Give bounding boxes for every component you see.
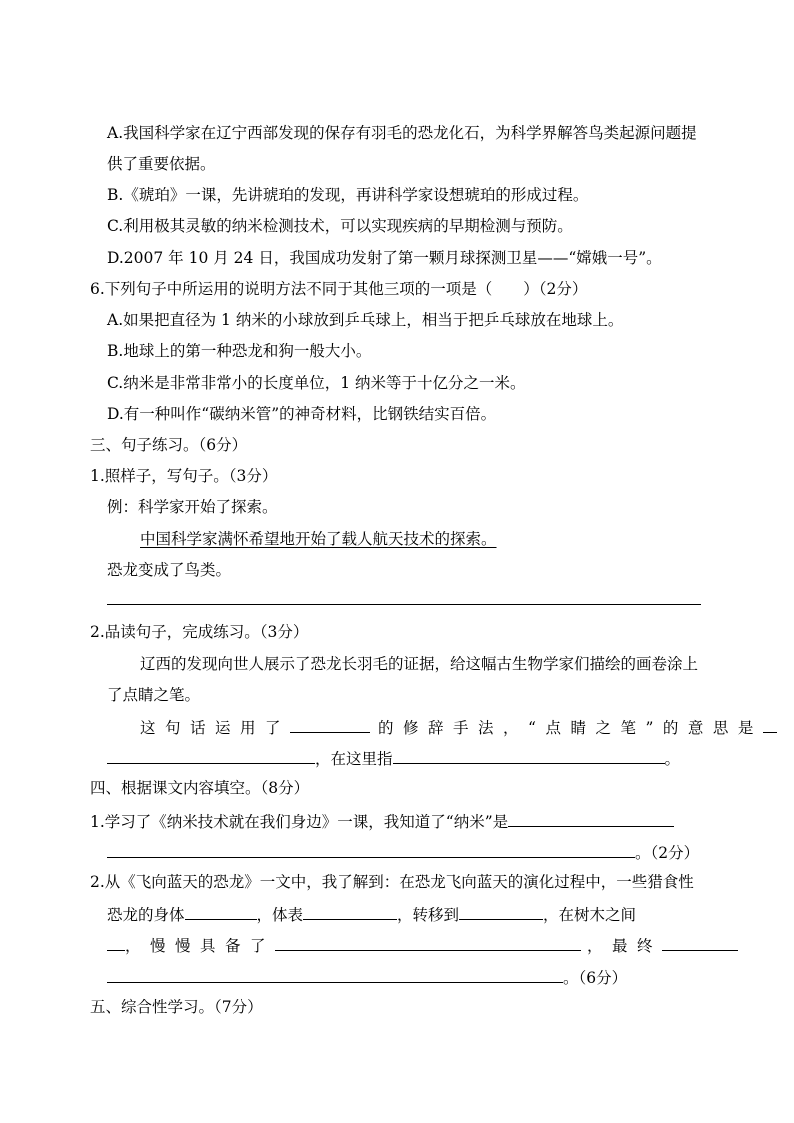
section4-q1-row1 <box>90 810 674 832</box>
fill-row1 <box>140 716 777 738</box>
rhetoric-blank[interactable] <box>290 716 370 733</box>
refers-blank[interactable] <box>393 747 665 764</box>
passage-line1: 辽西的发现向世人展示了恐龙长羽毛的证据，给这幅古生物学家们描绘的画卷涂上 <box>140 655 699 673</box>
fill-text-2: 的修辞手法，“点睛之笔”的意思是 <box>378 719 763 737</box>
fill-text-1: 这句话运用了 <box>140 719 291 737</box>
section4-q1-text: 1.学习了《纳米技术就在我们身边》一课，我知道了“纳米”是 <box>90 813 509 831</box>
q2-text-finally: ，最终 <box>587 937 663 955</box>
trees-blank[interactable] <box>107 934 125 951</box>
answer-line[interactable] <box>107 604 701 605</box>
example-label: 例：科学家开始了探索。 <box>107 498 278 516</box>
rewrite-prompt: 恐龙变成了鸟类。 <box>107 561 232 579</box>
nano-blank[interactable] <box>107 841 635 858</box>
q5-option-a-line2: 供了重要依据。 <box>107 155 216 173</box>
passage-line2: 了点睛之笔。 <box>107 686 201 704</box>
section3-heading: 三、句子练习。（6分） <box>90 436 248 454</box>
section4-q1-end: 。（2分） <box>635 844 700 862</box>
q5-option-c: C.利用极其灵敏的纳米检测技术，可以实现疾病的早期检测与预防。 <box>107 217 573 235</box>
fill-row2 <box>107 747 680 769</box>
fill-text-3: ，在这里指 <box>315 750 393 768</box>
q6-option-d: D.有一种叫作“碳纳米管”的神奇材料，比钢铁结实百倍。 <box>107 405 497 423</box>
section4-q1-row2 <box>107 841 699 863</box>
section4-q2-line3 <box>107 934 738 956</box>
section4-q2-line4 <box>107 966 627 988</box>
q5-option-a-line1: A.我国科学家在辽宁西部发现的保存有羽毛的恐龙化石，为科学界解答鸟类起源问题提 <box>107 124 697 142</box>
fill-text-4: 。 <box>664 750 681 768</box>
q6-option-a: A.如果把直径为 1 纳米的小球放到乒乓球上，相当于把乒乓球放在地球上。 <box>107 311 624 329</box>
q6-option-c: C.纳米是非常非常小的长度单位，1 纳米等于十亿分之一米。 <box>107 374 526 392</box>
nano-blank-start[interactable] <box>508 810 674 827</box>
finally-blank[interactable] <box>107 966 563 983</box>
meaning-blank[interactable] <box>107 747 315 764</box>
move-blank[interactable] <box>459 903 543 920</box>
q5-option-d: D.2007 年 10 月 24 日，我国成功发射了第一颗月球探测卫星——“嫦娥一号”。 <box>107 249 662 267</box>
q6-option-b: B.地球上的第一种恐龙和狗一般大小。 <box>107 342 372 360</box>
section4-q2-end: 。（6分） <box>563 969 628 987</box>
section4-q2-line2 <box>107 903 636 925</box>
example-answer: 中国科学家满怀希望地开始了载人航天技术的探索。 <box>140 530 497 548</box>
q2-text-trees: ，在树木之间 <box>543 906 637 924</box>
body-blank[interactable] <box>185 903 257 920</box>
section4-heading: 四、根据课文内容填空。（8分） <box>90 779 310 797</box>
q6-question: 6.下列句子中所运用的说明方法不同于其他三项的一项是（ ）（2分） <box>90 280 588 298</box>
meaning-blank-start[interactable] <box>763 716 777 733</box>
section5-heading: 五、综合性学习。（7分） <box>90 998 263 1016</box>
q2-text-gradually: ，慢慢具备了 <box>125 937 276 955</box>
section3-q1: 1.照样子，写句子。（3分） <box>90 467 278 485</box>
q2-text-body: 恐龙的身体 <box>107 906 185 924</box>
surface-blank[interactable] <box>303 903 397 920</box>
q2-text-surface: ，体表 <box>256 906 304 924</box>
finally-blank-start[interactable] <box>662 934 738 951</box>
ability-blank[interactable] <box>275 934 581 951</box>
section4-q2-line1: 2.从《飞向蓝天的恐龙》一文中，我了解到：在恐龙飞向蓝天的演化过程中，一些猎食性 <box>90 873 694 891</box>
section3-q2: 2.品读句子，完成练习。（3分） <box>90 623 309 641</box>
q2-text-move: ，转移到 <box>397 906 460 924</box>
q5-option-b: B.《琥珀》一课，先讲琥珀的发现，再讲科学家设想琥珀的形成过程。 <box>107 186 589 204</box>
